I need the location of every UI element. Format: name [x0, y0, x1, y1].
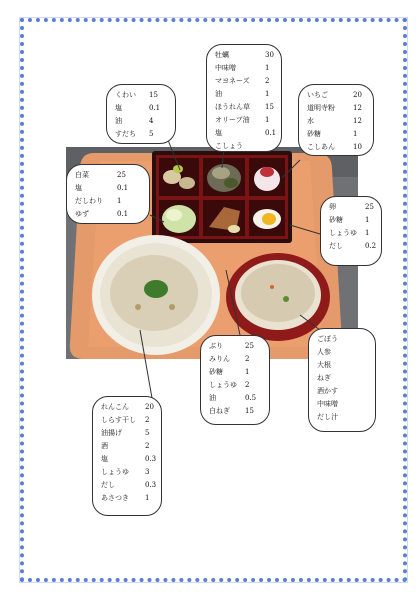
ingredient-row: 塩 0.1	[115, 104, 161, 112]
ingredient-row: だし 0.3	[101, 481, 157, 489]
ingredient-row: 塩 0.1	[75, 184, 129, 192]
ingredient-row: 中味噌	[317, 400, 338, 408]
ingredient-row: 砂糖 1	[307, 130, 358, 138]
ingredient-row: 白ねぎ 15	[209, 407, 254, 415]
bubble-buri	[200, 335, 270, 425]
ingredient-row: 砂糖 1	[209, 368, 250, 376]
ingredient-row: 道明寺粉 12	[307, 104, 362, 112]
ingredient-row: ねぎ	[317, 374, 331, 382]
ingredient-row: みりん 2	[209, 355, 250, 363]
ingredient-row: しょうゆ 3	[101, 468, 150, 476]
ingredient-row: だしわり 1	[75, 197, 122, 205]
ingredient-row: 酒 2	[101, 442, 150, 450]
ingredient-row: あさつき 1	[101, 494, 150, 502]
ingredient-row: マヨネーズ 2	[215, 77, 270, 85]
ingredient-row: しょうゆ 2	[209, 381, 250, 389]
ingredient-row: 油揚げ 5	[101, 429, 150, 437]
ingredient-row: 砂糖 1	[329, 216, 370, 224]
ingredient-row: 牡蠣 30	[215, 51, 274, 59]
bubble-gohan	[92, 396, 162, 516]
ingredient-row: いちご 20	[307, 91, 362, 99]
ingredient-row: 人参	[317, 348, 331, 356]
ingredient-row: だし汁	[317, 413, 338, 421]
ingredient-row: 油 1	[215, 90, 270, 98]
bubble-shiru	[308, 328, 376, 432]
ingredient-row: しょうゆ 1	[329, 229, 370, 237]
ingredient-row: 塩 0.1	[215, 129, 277, 137]
ingredient-row: すだち 5	[115, 130, 154, 138]
bubble-kaki	[206, 44, 282, 152]
ingredient-row: ゆず 0.1	[75, 210, 129, 218]
bubble-tamago	[320, 196, 382, 266]
ingredient-row: だし 0.2	[329, 242, 377, 250]
ingredient-row: 白菜 25	[75, 171, 126, 179]
bubble-ichigo	[298, 84, 374, 156]
ingredient-row: オリーブ油 1	[215, 116, 270, 124]
ingredient-row: ごぼう	[317, 335, 338, 343]
ingredient-row: 水 12	[307, 117, 362, 125]
ingredient-row: こしょう	[215, 142, 243, 150]
bubble-kuwai	[106, 84, 176, 144]
bubble-hakusai	[66, 164, 150, 224]
ingredient-row: 卵 25	[329, 203, 374, 211]
ingredient-row: 大根	[317, 361, 331, 369]
ingredient-row: ほうれん草 15	[215, 103, 274, 111]
ingredient-row: こしあん 10	[307, 143, 362, 151]
ingredient-row: 塩 0.3	[101, 455, 157, 463]
ingredient-row: 油 0.5	[209, 394, 257, 402]
ingredient-row: しらす干し 2	[101, 416, 150, 424]
ingredient-row: 油 4	[115, 117, 154, 125]
ingredient-row: ぶり 25	[209, 342, 254, 350]
ingredient-row: 酒かす	[317, 387, 338, 395]
ingredient-row: 中味噌 1	[215, 64, 270, 72]
ingredient-row: れんこん 20	[101, 403, 154, 411]
ingredient-row: くわい 15	[115, 91, 158, 99]
